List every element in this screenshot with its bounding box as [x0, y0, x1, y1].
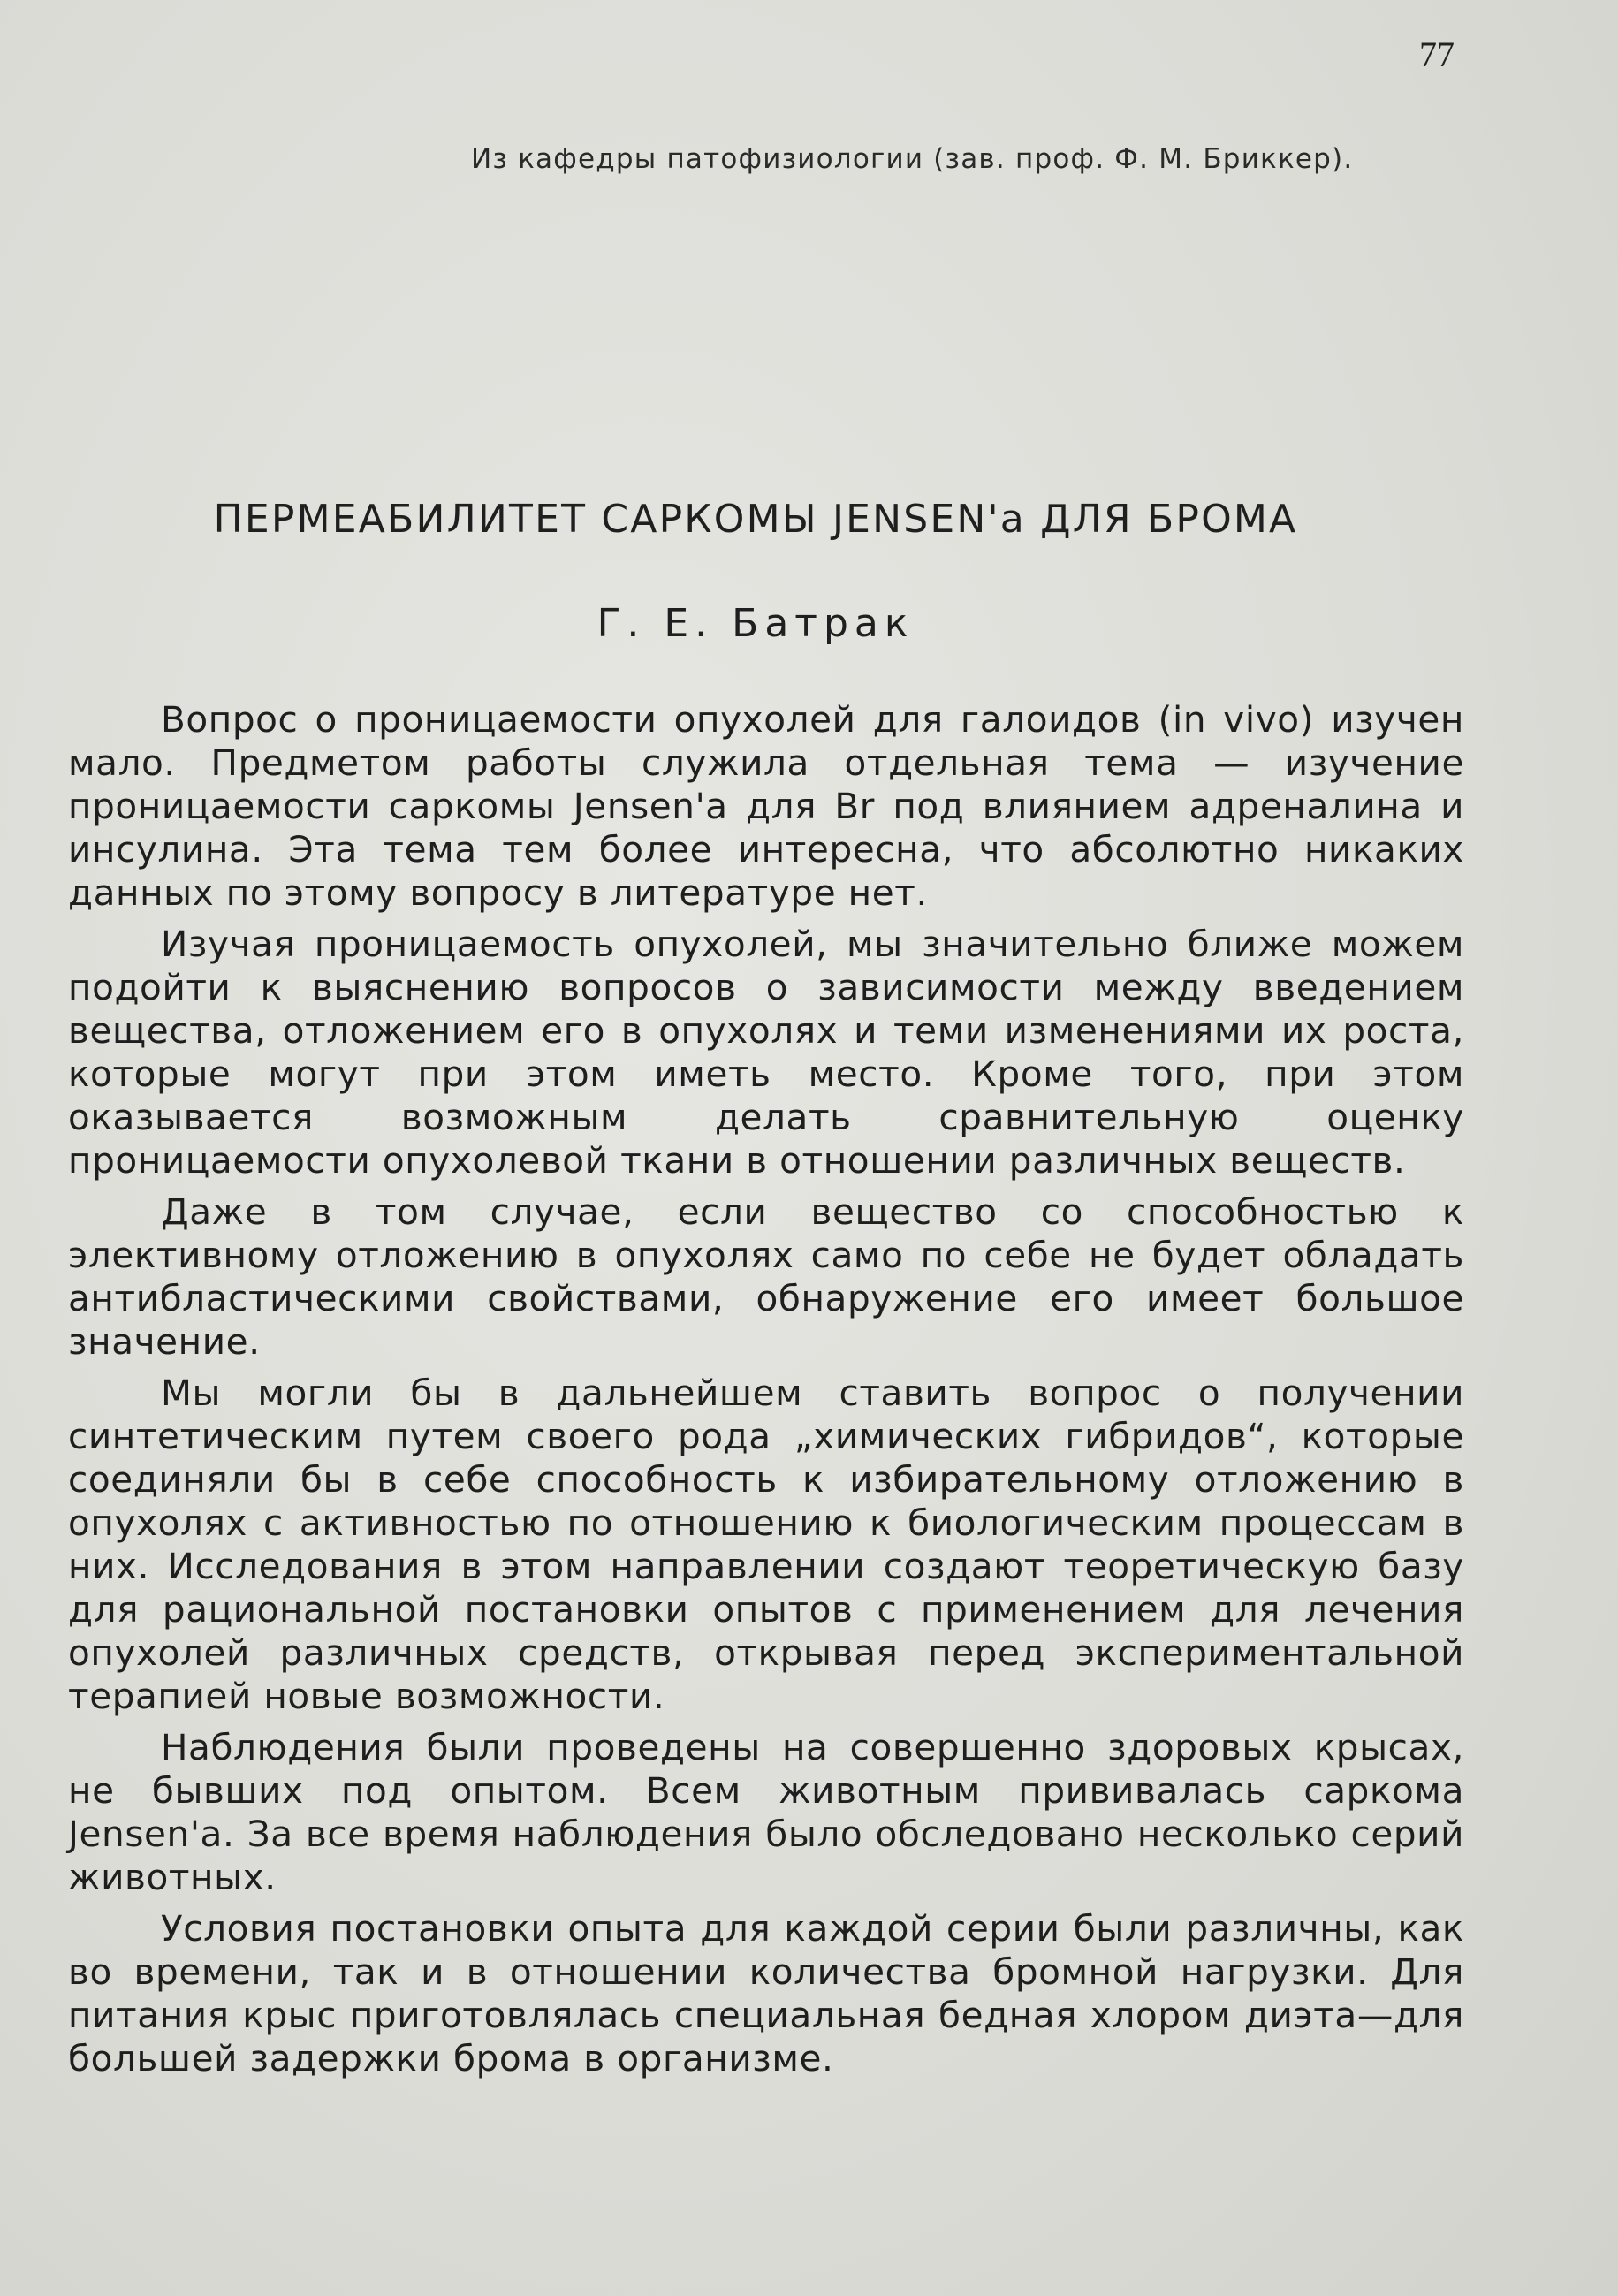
- body-paragraph: Изучая проницаемость опухолей, мы значительно ближе можем подойти к выяснению вопросов о зависимости между введением вещества, отложением его в опухолях и теми изменениями их роста, которые могут при этом иметь место. Кроме того, при этом оказывается возможным делать сравнительную оценку проницаемости опухолевой ткани в отношении различных веществ.: [68, 923, 1464, 1182]
- body-paragraph: Даже в том случае, если вещество со способностью к элективному отложению в опухолях само по себе не будет обладать антибластическими свойствами, обнаружение его имеет большое значение.: [68, 1190, 1464, 1363]
- body-paragraph: Наблюдения были проведены на совершенно здоровых крысах, не бывших под опытом. Всем животным прививалась саркома Jensen'а. За все время наблюдения было обследовано несколько серий животных.: [68, 1726, 1464, 1898]
- body-paragraph: Условия постановки опыта для каждой серии были различны, как во времени, так и в отношении количества бромной нагрузки. Для питания крыс приготовлялась специальная бедная хлором диэта—для большей задержки брома в организме.: [68, 1907, 1464, 2079]
- article-title: ПЕРМЕАБИЛИТЕТ САРКОМЫ JENSEN'а ДЛЯ БРОМА: [213, 497, 1298, 542]
- article-body: [68, 698, 1464, 2088]
- article-author: Г. Е. Батрак: [596, 601, 915, 646]
- page-number: 77: [1419, 34, 1455, 74]
- body-paragraph: Мы могли бы в дальнейшем ставить вопрос о получении синтетическим путем своего рода „химических гибридов“, которые соединяли бы в себе способность к избирательному отложению в опухолях с активностью по отношению к биологическим процессам в них. Исследования в этом направлении создают теоретическую базу для рациональной постановки опытов с применением для лечения опухолей различных средств, открывая перед экспериментальной терапией новые возможности.: [68, 1372, 1464, 1717]
- body-paragraph: Вопрос о проницаемости опухолей для галоидов (in vivo) изучен мало. Предметом работы служила отдельная тема — изучение проницаемости саркомы Jensen'а для Br под влиянием адреналина и инсулина. Эта тема тем более интересна, что абсолютно никаких данных по этому вопросу в литературе нет.: [68, 698, 1464, 914]
- affiliation-line: Из кафедры патофизиологии (зав. проф. Ф. М. Бриккер).: [471, 143, 1354, 175]
